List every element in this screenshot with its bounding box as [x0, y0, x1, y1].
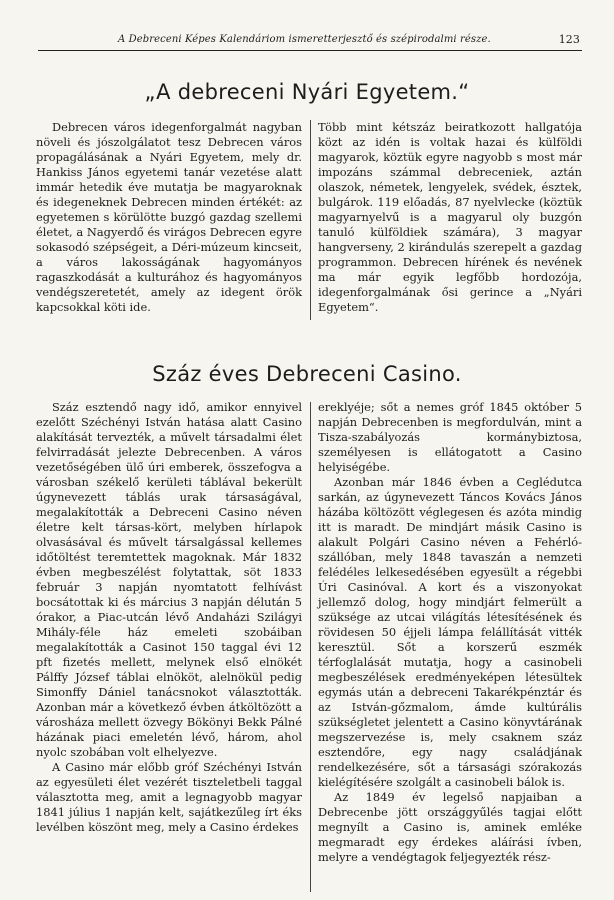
article2-paragraph: Az 1849 év legelső napjaiban a Debrecenbe jött országgyűlés tagjai előtt megnyílt a Casino is, aminek emléke megmaradt egy érdekes aláírási ívben, melyre a vendégtagok feljegyezték rész- [318, 790, 582, 864]
header-rule [38, 50, 582, 51]
running-header [40, 32, 580, 48]
article2-paragraph: Azonban már 1846 évben a Ceglédutca sarkán, az úgynevezett Táncos Kovács János házába költözött véglegesen és azóta mindig itt is maradt. De mindjárt másik Casino is alakult Polgári Casino néven a Fehérló-szállóban, mely 1848 tavaszán a nemzeti felédéles lelkesedésében egyesült a régebbi Úri Casinóval. A kort és a viszonyokat jellemző dolog, hogy mindjárt felmerült a szüksége az utcai világítás létesítésének és rövidesen 50 éjjeli lámpa felállítását vitték keresztül. Sőt a korszerű eszmék térfoglalását mutatja, hogy a casinobeli megbeszélések eredményeképen létesültek egymás után a debreceni Takarékpénztár és az István-gőzmalom, ámde kultúrális szükségletet jelentett a Casino könyvtárának megszervezése is, mely csaknem száz esztendőre, egy nagy családjának rendelkezésére, sőt a társasági szórakozás kielégítésére szolgált a casinobeli bálok is. [318, 475, 582, 789]
article1-column-left [36, 120, 302, 315]
article2-paragraph: A Casino már előbb gróf Széchényi István az egyesületi élet vezérét tiszteletbeli taggal választotta meg, amit a legnagyobb magyar 1841 július 1 napján kelt, sajátkezűleg írt éks levélben köszönt meg, mely a Casino érdekes [36, 760, 302, 834]
article1-paragraph: Debrecen város idegenforgalmát nagyban növeli és jószolgálatot tesz Debrecen város propagálásának a Nyári Egyetem, mely dr. Hankiss János egyetemi tanár vezetése alatt immár hetedik éve mutatja be magyaroknak és idegeneknek Debrecen minden értékét: az egyetemen s körülötte buzgó gazdag szellemi életet, a Nagyerdő és virágos Debrecen egyre sokasodó szépségeit, a Déri-múzeum kincseit, a város lakosságának hagyományos ragaszkodását a kulturához és hagyományos vendégszeretetét, amely az idegent örök kapcsokkal köti ide. [36, 120, 302, 314]
article2-paragraph: Száz esztendő nagy idő, amikor ennyivel ezelőtt Széchényi István hatása alatt Casino alakítását tervezték, a művelt társadalmi élet felvirradását jelezte Debrecenben. A város vezetőségében ülő úri emberek, összefogva a városban székelő kerületi táblával bekerült úgynevezett táblás urak társaságával, megalakították a Debreceni Casino néven életre kelt társas-kört, melyben hírlapok olvasásával és művelt társalgással kellemes időtöltést teremtettek magoknak. Már 1832 évben megbeszélést folytattak, söt 1833 február 3 napján nyomtatott felhívást bocsátottak ki és március 3 napján délután 5 órakor, a Piac-utcán lévő Andaházi Szilágyi Mihály-féle ház emeleti szobáiban megalakították a Casinot 150 taggal évi 12 pft fizetés mellett, melynek első elnökét Pálffy József táblai elnököt, alelnökül pedig Simonffy Dániel tanácsnokot választották. Azonban már a következő évben átköltözött a városháza mellett özvegy Bökönyi Bekk Pálné házának piaci emeletén lévő, három, ahol nyolc szobában volt elhelyezve. [36, 400, 302, 759]
page-number: 123 [558, 33, 580, 46]
article2-column-right [318, 400, 582, 865]
running-title: A Debreceni Képes Kalendáriom ismeretterjesztő és szépirodalmi része. [118, 34, 491, 45]
article1-paragraph: Több mint kétszáz beiratkozott hallgatója közt az idén is voltak hazai és külföldi magyarok, köztük egyre nagyobb s most már impozáns számmal debreceniek, aztán olaszok, németek, lengyelek, svédek, észtek, bulgárok. 119 előadás, 87 nyelvlecke (köztük magyarnyelvű is a magyarul oly buzgón tanuló külföldiek számára), 3 magyar hangverseny, 2 kirándulás szerepelt a gazdag programmon. Debrecen hírének és nevének ma már egyik legfőbb hordozója, idegenforgalmának ősi gerince a „Nyári Egyetem“. [318, 120, 582, 314]
article1-column-right [318, 120, 582, 315]
article2-column-left [36, 400, 302, 835]
article-title-nyari-egyetem: „A debreceni Nyári Egyetem.“ [144, 80, 470, 104]
column-divider [310, 402, 311, 892]
column-divider [310, 120, 311, 320]
article2-paragraph: ereklyéje; sőt a nemes gróf 1845 október 5 napján Debrecenben is megfordulván, mint a Tisza-szabályozás kormánybiztosa, személyesen is ellátogatott a Casino helyiségébe. [318, 400, 582, 474]
article-title-casino: Száz éves Debreceni Casino. [152, 362, 462, 386]
